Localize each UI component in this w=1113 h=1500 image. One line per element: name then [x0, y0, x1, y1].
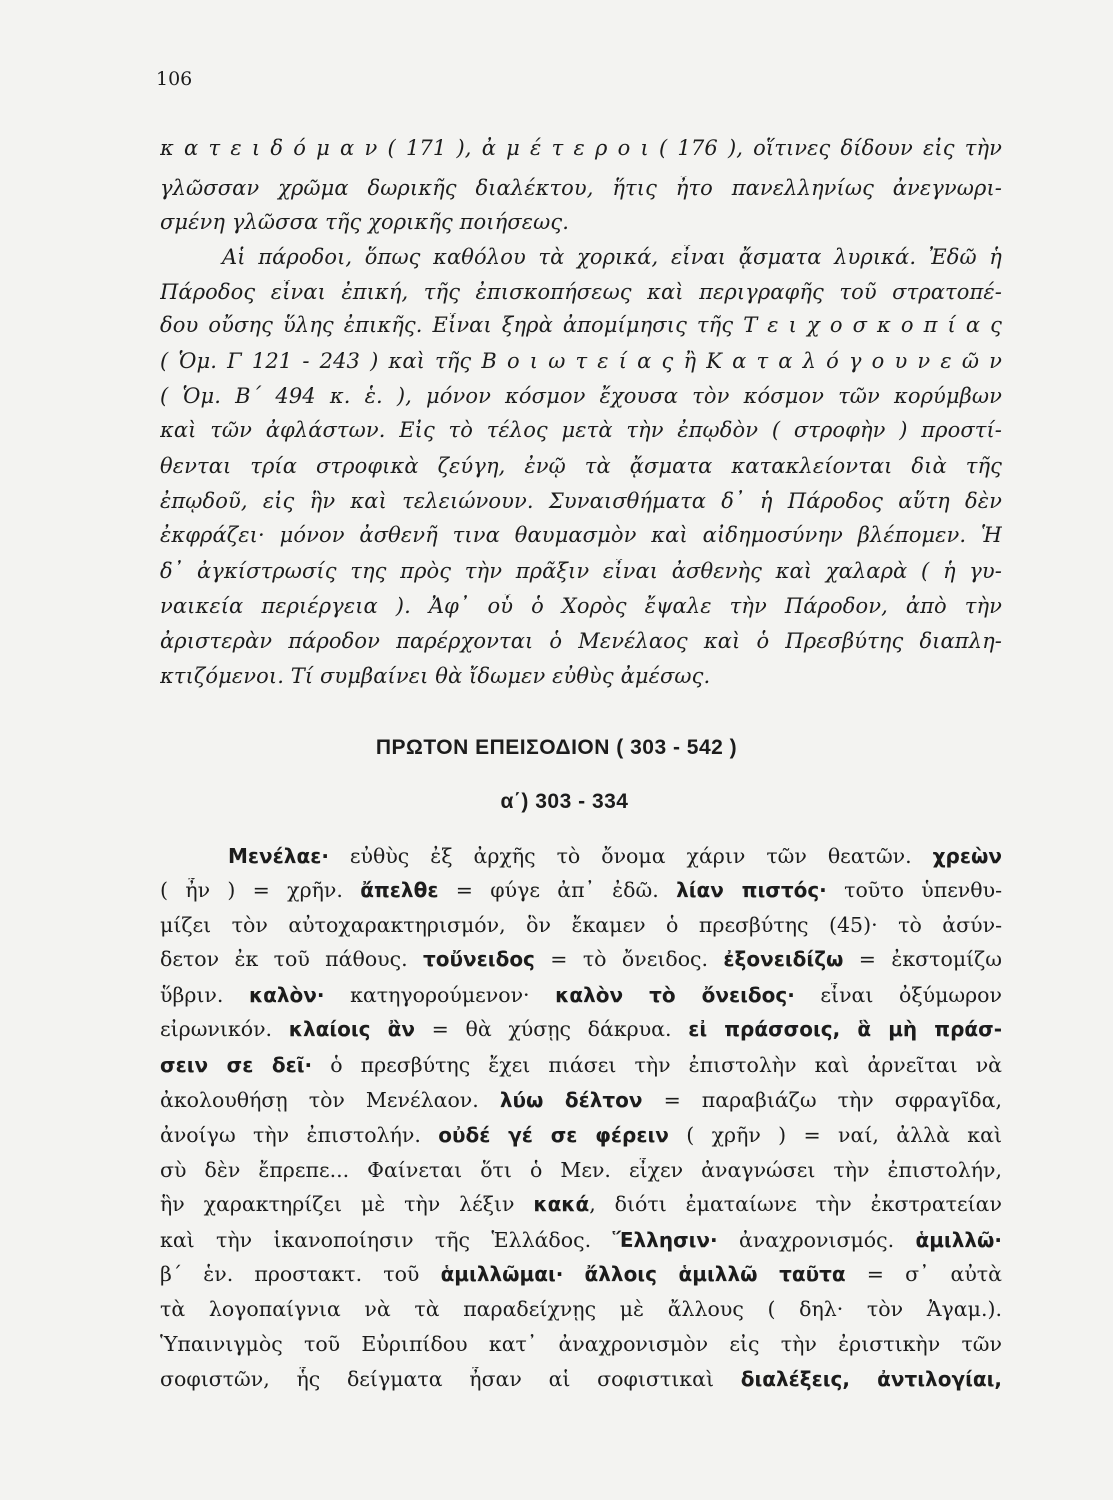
- gloss: μίζει τὸν αὐτοχαρακτηρισμόν, ὃν ἔκαμεν ὁ πρεσβύτης (45)· τὸ ἀσύν-: [160, 913, 1002, 937]
- text-line: [160, 1017, 1002, 1041]
- text-line: [160, 1088, 1002, 1112]
- lemma: εἰ πράσσοις, ἃ μὴ πράσ-: [688, 1017, 1002, 1041]
- lemma: καλὸν τὸ ὄνειδος·: [555, 983, 795, 1007]
- gloss: τὰ λογοπαίγνια νὰ τὰ παραδείχνῃς μὲ ἄλλους ( δηλ· τὸν Ἀγαμ.).: [160, 1297, 1002, 1321]
- text-line: θενται τρία στροφικὰ ζεύγη, ἐνῷ τὰ ᾄσματα κατακλείονται διὰ τῆς: [160, 454, 1002, 478]
- text-line: [160, 1053, 1002, 1077]
- text-line: [160, 983, 1002, 1007]
- text-line: δ᾽ ἀγκίστρωσίς της πρὸς τὴν πρᾶξιν εἶναι ἀσθενὴς καὶ χαλαρὰ ( ἡ γυ-: [160, 559, 1002, 583]
- lemma: λύω δέλτον: [499, 1088, 643, 1112]
- gloss: = σ᾽ αὐτὰ: [845, 1262, 1002, 1286]
- text-line: Αἱ πάροδοι, ὅπως καθόλου τὰ χορικά, εἶναι ᾄσματα λυρικά. Ἐδῶ ἡ: [222, 245, 1002, 269]
- gloss: σοφιστῶν, ἧς δείγματα ἦσαν αἱ σοφιστικαὶ: [160, 1367, 741, 1391]
- gloss: ἀναχρονισμός.: [717, 1228, 916, 1252]
- gloss: κατηγορούμενον·: [324, 983, 556, 1007]
- text-line: κ α τ ε ι δ ό μ α ν ( 171 ), ἀ μ έ τ ε ρ ο ι ( 176 ), οἵτινες δίδουν εἰς τὴν: [160, 136, 1002, 160]
- gloss: = τὸ ὄνειδος.: [534, 947, 724, 971]
- lemma: καλὸν·: [248, 983, 325, 1007]
- text-line: [160, 1123, 1002, 1147]
- text-line: ( Ὁμ. Β΄ 494 κ. ἑ. ), μόνον κόσμον ἔχουσα τὸν κόσμον τῶν κορύμβων: [160, 384, 1002, 408]
- gloss: εὐθὺς ἐξ ἀρχῆς τὸ ὄνομα χάριν τῶν θεατῶν.: [328, 844, 933, 868]
- text-line: [160, 878, 1002, 902]
- text-line: σμένη γλῶσσα τῆς χορικῆς ποιήσεως.: [160, 210, 569, 234]
- section-heading: ΠΡΩΤΟΝ ΕΠΕΙΣΟΔΙΟΝ ( 303 - 542 ): [375, 736, 738, 759]
- text-line: ἀριστερὰν πάροδον παρέρχονται ὁ Μενέλαος καὶ ὁ Πρεσβύτης διαπλη-: [160, 629, 1002, 653]
- gloss: εἰρωνικόν.: [160, 1017, 289, 1041]
- gloss: ( χρῆν ) = ναί, ἀλλὰ καὶ: [668, 1123, 1002, 1147]
- lemma: σειν σε δεῖ·: [160, 1053, 313, 1077]
- text-line: [160, 913, 1002, 937]
- text-line: [160, 1158, 1002, 1182]
- gloss: ὁ πρεσβύτης ἔχει πιάσει τὴν ἐπιστολὴν καὶ ἀρνεῖται νὰ: [312, 1053, 1002, 1077]
- gloss: = φύγε ἀπ᾽ ἐδῶ.: [438, 878, 677, 902]
- gloss: ὕβριν.: [160, 983, 249, 1007]
- lemma: τοὔνειδος: [423, 947, 535, 971]
- text-line: [160, 1192, 1002, 1216]
- gloss: ἀνοίγω τὴν ἐπιστολήν.: [160, 1123, 439, 1147]
- gloss: ἣν χαρακτηρίζει μὲ τὴν λέξιν: [160, 1192, 534, 1216]
- lemma: κλαίοις ἂν: [288, 1017, 415, 1041]
- gloss: ( ἦν ) = χρῆν.: [160, 878, 361, 902]
- gloss: εἶναι ὀξύμωρον: [794, 983, 1002, 1007]
- text-line: δου οὔσης ὕλης ἐπικῆς. Εἶναι ξηρὰ ἀπομίμησις τῆς Τ ε ι χ ο σ κ ο π ί α ς: [160, 313, 1002, 337]
- lemma: Μενέλαε·: [228, 844, 329, 868]
- text-line: [160, 1228, 1002, 1252]
- lemma: ἄπελθε: [360, 878, 439, 902]
- gloss: = παραβιάζω τὴν σφραγῖδα,: [642, 1088, 1002, 1112]
- lemma: χρεὼν: [932, 844, 1002, 868]
- gloss: = ἐκστομίζω: [843, 947, 1002, 971]
- gloss: [563, 1262, 584, 1286]
- lemma: ἄλλοις ἁμιλλῶ ταῦτα: [584, 1262, 846, 1286]
- text-line: ἐπῳδοῦ, εἰς ἣν καὶ τελειώνουν. Συναισθήματα δ᾽ ἡ Πάροδος αὕτη δὲν: [160, 489, 1002, 513]
- gloss: δετον ἐκ τοῦ πάθους.: [160, 947, 424, 971]
- text-line: ναικεία περιέργεια ). Ἀφ᾽ οὗ ὁ Χορὸς ἔψαλε τὴν Πάροδον, ἀπὸ τὴν: [160, 594, 1002, 618]
- gloss: β΄ ἑν. προστακτ. τοῦ: [160, 1262, 441, 1286]
- text-line: [160, 1367, 1002, 1391]
- text-line: [160, 1332, 1002, 1356]
- text-line: καὶ τῶν ἀφλάστων. Εἰς τὸ τέλος μετὰ τὴν ἐπῳδὸν ( στροφὴν ) προστί-: [160, 418, 1002, 442]
- lemma: οὐδέ γέ σε φέρειν: [438, 1123, 669, 1147]
- lemma: ἁμιλλῶ·: [915, 1228, 1002, 1252]
- lemma: ἁμιλλῶμαι·: [440, 1262, 564, 1286]
- gloss: σὺ δὲν ἔπρεπε... Φαίνεται ὅτι ὁ Μεν. εἶχεν ἀναγνώσει τὴν ἐπιστολήν,: [160, 1158, 1002, 1182]
- lemma: λίαν πιστός·: [676, 878, 827, 902]
- lemma: Ἕλλησιν·: [612, 1228, 718, 1252]
- gloss: = θὰ χύσῃς δάκρυα.: [415, 1017, 689, 1041]
- lemma: ἐξονειδίζω: [723, 947, 844, 971]
- text-line: [160, 1262, 1002, 1286]
- text-line: [160, 844, 1002, 868]
- text-line: ἐκφράζει· μόνον ἀσθενῆ τινα θαυμασμὸν καὶ αἰδημοσύνην βλέπομεν. Ἡ: [160, 523, 1002, 547]
- gloss: τοῦτο ὑπενθυ-: [826, 878, 1002, 902]
- page-number: 106: [156, 68, 193, 90]
- text-line: ( Ὁμ. Γ 121 - 243 ) καὶ τῆς Β ο ι ω τ ε ί α ς ἢ Κ α τ α λ ό γ ο υ ν ε ῶ ν: [160, 349, 1002, 373]
- text-line: Πάροδος εἶναι ἐπική, τῆς ἐπισκοπήσεως καὶ περιγραφῆς τοῦ στρατοπέ-: [160, 280, 1002, 304]
- text-line: [160, 1297, 1002, 1321]
- text-line: κτιζόμενοι. Τί συμβαίνει θὰ ἴδωμεν εὐθὺς ἀμέσως.: [160, 664, 711, 688]
- gloss: , διότι ἐματαίωνε τὴν ἐκστρατείαν: [589, 1192, 1002, 1216]
- gloss: καὶ τὴν ἱκανοποίησιν τῆς Ἑλλάδος.: [160, 1228, 613, 1252]
- text-line: γλῶσσαν χρῶμα δωρικῆς διαλέκτου, ἥτις ἦτο πανελληνίως ἀνεγνωρι-: [160, 176, 1002, 200]
- gloss: ἀκολουθήσῃ τὸν Μενέλαον.: [160, 1088, 500, 1112]
- lemma: διαλέξεις, ἀντιλογίαι,: [740, 1367, 1002, 1391]
- lemma: κακά: [533, 1192, 590, 1216]
- subsection-heading: α΄) 303 - 334: [500, 790, 629, 813]
- text-line: [160, 947, 1002, 971]
- gloss: Ὑπαινιγμὸς τοῦ Εὐριπίδου κατ᾽ ἀναχρονισμὸν εἰς τὴν ἐριστικὴν τῶν: [160, 1332, 1002, 1356]
